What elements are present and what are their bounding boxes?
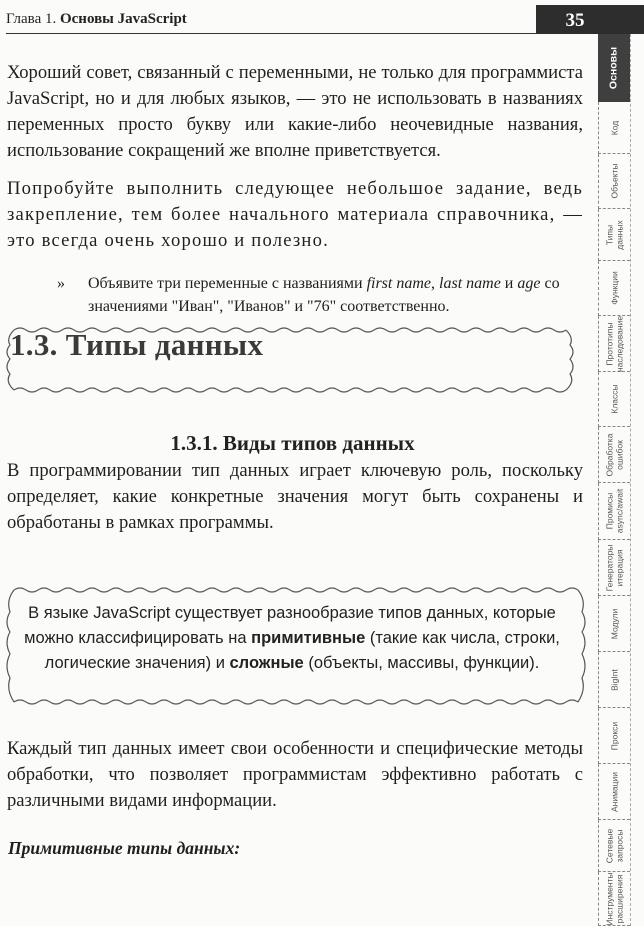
tab-functions[interactable]: [598, 261, 630, 316]
subsection-title: 1.3.1. Виды типов данных: [170, 431, 415, 455]
tab-label: Классы: [608, 384, 619, 414]
tab-label: Инструменты расширения: [604, 871, 624, 926]
paragraph-variable-naming: Хороший совет, связанный с переменными, не только для программиста JavaScript, но и для любых языков, — это не использовать в названиях переменных просто букву или какие-либо неочевидные названия, использование сокращений же вполне приветствуется.: [7, 62, 583, 161]
tab-label: Объекты: [608, 163, 619, 199]
tab-label: Функции: [608, 271, 619, 305]
tab-label: Обработка ошибок: [604, 433, 624, 476]
tab-tools[interactable]: [598, 872, 630, 926]
sidebar-rule: [630, 34, 631, 926]
tab-label: BigInt: [608, 668, 619, 691]
bullet-marker: »: [57, 275, 65, 292]
paragraph-task-intro: Попробуйте выполнить следующее небольшое задание, ведь закрепление, тем более начального материала справочника, — это всегда очень хорошо и полезно.: [7, 178, 583, 251]
tab-generators[interactable]: [598, 540, 630, 596]
tab-modules[interactable]: [598, 596, 630, 652]
task-bullet: [57, 272, 582, 318]
page-number-box: [536, 5, 644, 34]
tab-prototypes[interactable]: [598, 316, 630, 372]
page-header: [0, 0, 644, 34]
paragraph-type-features: Каждый тип данных имеет свои особенности и специфические методы обработки, что позволяет программистам эффективно работать с различными видами информации.: [7, 738, 583, 811]
tab-code[interactable]: [598, 102, 630, 154]
tab-proxy[interactable]: [598, 708, 630, 764]
section-title: 1.3. Типы данных: [10, 327, 264, 362]
tab-label: Промисы async/await: [604, 488, 624, 534]
tab-label: Модули: [608, 608, 619, 639]
tab-network-requests[interactable]: [598, 820, 630, 872]
tab-label: Типы данных: [604, 219, 624, 250]
callout-text: В языке JavaScript существует разнообразие типов данных, которые можно классифицировать на примитивные (такие как числа, строки, логические значения) и сложные (объекты, массивы, функции).: [24, 604, 560, 672]
page-number: 35: [565, 10, 585, 31]
tab-label: Основы: [607, 46, 620, 90]
tab-basics[interactable]: [598, 34, 630, 102]
header-rule: [6, 33, 536, 34]
tab-label: Прототипы наследование: [604, 315, 624, 372]
tab-classes[interactable]: [598, 372, 630, 427]
tab-bigint[interactable]: [598, 652, 630, 708]
tab-promises[interactable]: [598, 483, 630, 540]
tab-label: Прокси: [608, 721, 619, 750]
bullet-text: Объявите три переменные с названиями first name, last name и age со значениями "Иван", "Иванов" и "76" соответственно.: [88, 275, 560, 315]
tab-error-handling[interactable]: [598, 427, 630, 483]
primitive-types-heading: Примитивные типы данных:: [8, 838, 241, 858]
chapter-tab-index: [598, 34, 644, 926]
chapter-title: Глава 1. Основы JavaScript: [6, 11, 187, 27]
tab-label: Код: [608, 120, 619, 135]
tab-label: Сетевые запросы: [604, 828, 624, 863]
tab-label: Анимации: [608, 771, 619, 812]
tab-data-types[interactable]: [598, 209, 630, 261]
tab-label: Генераторы итерация: [604, 544, 624, 591]
tab-objects[interactable]: [598, 154, 630, 209]
paragraph-data-type-role: В программировании тип данных играет ключевую роль, поскольку определяет, какие конкретные значения могут быть сохранены и обработаны в рамках программы.: [7, 460, 583, 533]
tab-animations[interactable]: [598, 764, 630, 820]
